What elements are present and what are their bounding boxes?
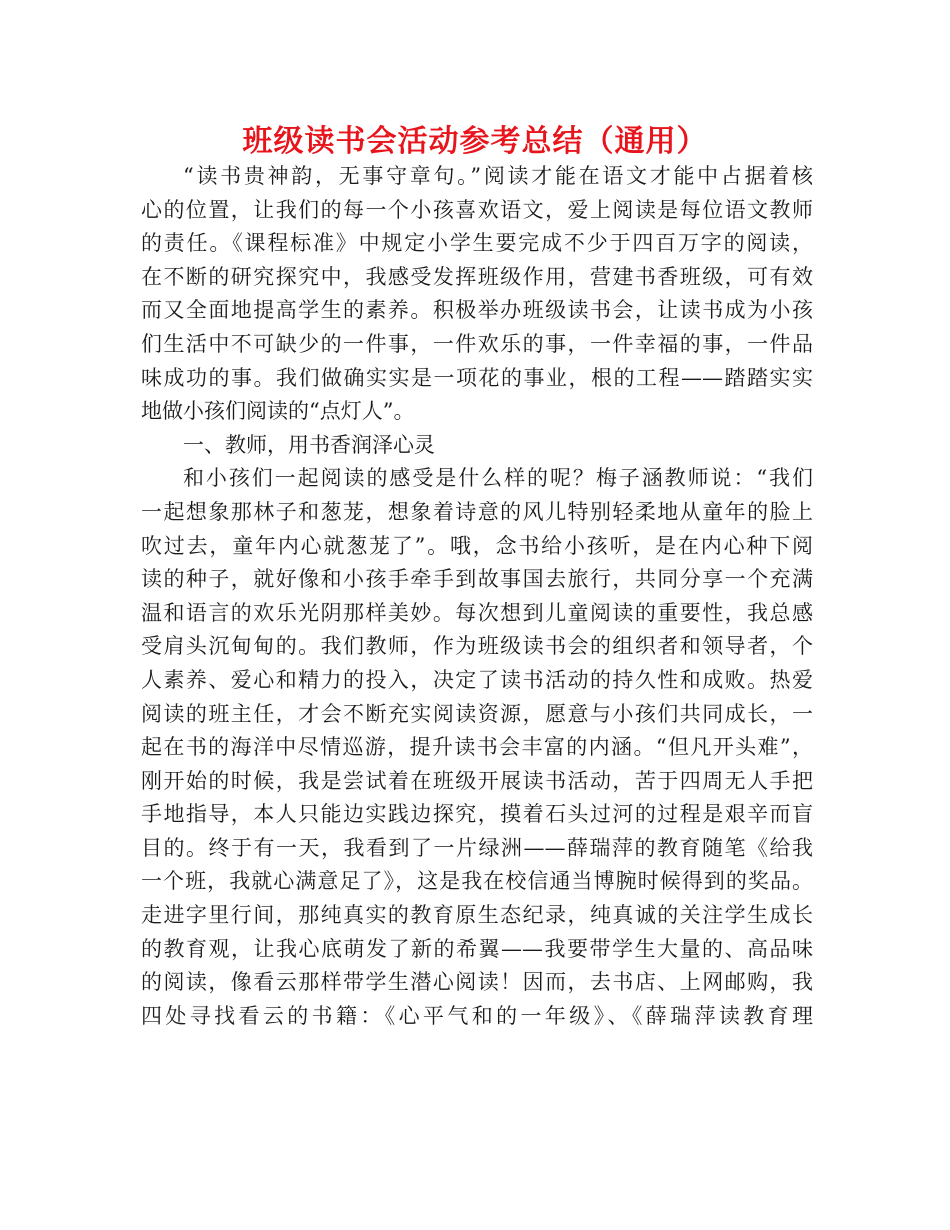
paragraph-first-line: 一、教师，用书香润泽心灵	[183, 432, 435, 457]
paragraph-line: 一个班，我就心满意足了》，这是我在校信通当博腕时候得到的奖品。	[141, 869, 813, 894]
paragraph-line: 们生活中不可缺少的一件事，一件欢乐的事，一件幸福的事，一件品	[141, 331, 813, 356]
paragraph-line: 刚开始的时候，我是尝试着在班级开展读书活动，苦于四周无人手把	[141, 768, 813, 793]
paragraph-line: 吹过去，童年内心就葱茏了”。哦，念书给小孩听，是在内心种下阅	[141, 533, 813, 558]
paragraph-first-line: “读书贵神韵，无事守章句。”阅读才能在语文才能中占据着核	[183, 164, 813, 188]
paragraph-line: 一起想象那林子和葱茏，想象着诗意的风儿特别轻柔地从童年的脸上	[141, 499, 813, 524]
document-body	[141, 160, 813, 1033]
paragraph-first-line: 和小孩们一起阅读的感受是什么样的呢？梅子涵教师说：“我们	[183, 466, 813, 491]
paragraph-line: 的教育观，让我心底萌发了新的希翼——我要带学生大量的、高品味	[141, 936, 813, 961]
paragraph-line: 人素养、爱心和精力的投入，决定了读书活动的持久性和成败。热爱	[141, 667, 813, 692]
paragraph-line: 起在书的海洋中尽情巡游，提升读书会丰富的内涵。“但凡开头难”，	[141, 735, 813, 760]
paragraph-line: 地做小孩们阅读的“点灯人”。	[141, 399, 415, 424]
paragraph-line: 心的位置，让我们的每一个小孩喜欢语文，爱上阅读是每位语文教师	[141, 197, 813, 222]
paragraph-line: 温和语言的欢乐光阴那样美妙。每次想到儿童阅读的重要性，我总感	[141, 600, 813, 625]
paragraph-line: 受肩头沉甸甸的。我们教师，作为班级读书会的组织者和领导者，个	[141, 634, 813, 659]
paragraph-line: 目的。终于有一天，我看到了一片绿洲——薛瑞萍的教育随笔《给我	[141, 835, 813, 860]
paragraph-line: 在不断的研究探究中，我感受发挥班级作用，营建书香班级，可有效	[141, 264, 813, 289]
paragraph-line: 而又全面地提高学生的素养。积极举办班级读书会，让读书成为小孩	[141, 298, 813, 323]
paragraph-line: 走进字里行间，那纯真实的教育原生态纪录，纯真诚的关注学生成长	[141, 903, 813, 928]
document-title: 班级读书会活动参考总结（通用）	[242, 124, 708, 159]
paragraph-line: 手地指导，本人只能边实践边探究，摸着石头过河的过程是艰辛而盲	[141, 802, 813, 827]
paragraph-line: 阅读的班主任，才会不断充实阅读资源，愿意与小孩们共同成长，一	[141, 701, 813, 726]
paragraph-line: 味成功的事。我们做确实实是一项花的事业，根的工程——踏踏实实	[141, 365, 813, 390]
paragraph-line: 的阅读，像看云那样带学生潜心阅读！因而，去书店、上网邮购，我	[141, 970, 813, 995]
paragraph-line: 的责任。《课程标准》中规定小学生要完成不少于四百万字的阅读，	[141, 231, 813, 256]
paragraph-line: 读的种子，就好像和小孩手牵手到故事国去旅行，共同分享一个充满	[141, 567, 813, 592]
paragraph-line: 四处寻找看云的书籍：《心平气和的一年级》、《薛瑞萍读教育理	[141, 1003, 813, 1028]
